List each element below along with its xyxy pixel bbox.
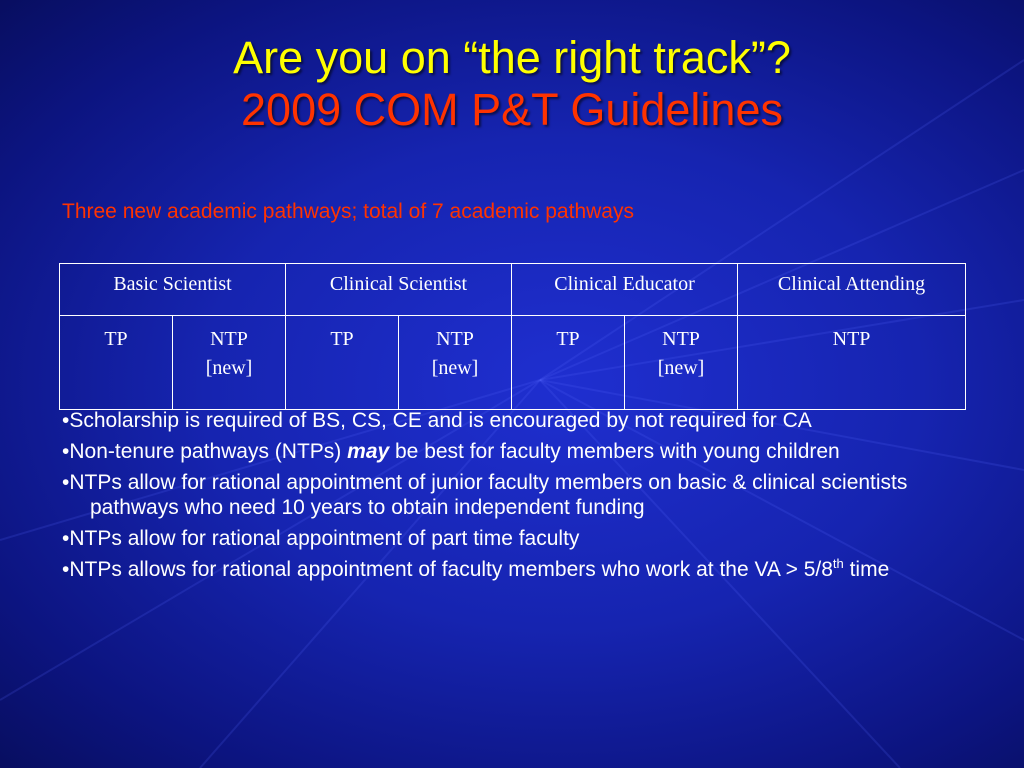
table-header-row [60,264,966,316]
bullet-symbol: • [62,471,70,494]
cell-line1: NTP [436,328,474,350]
header-clinical-attending: Clinical Attending [738,264,966,316]
header-basic-scientist: Basic Scientist [60,264,286,316]
bullet-3-text: NTPs allow for rational appointment of junior faculty members on basic & clinical scientists pathways who need 10 years to obtain independent funding [69,471,908,519]
bullet-1-text: Scholarship is required of BS, CS, CE and is encouraged by not required for CA [69,409,812,432]
cell-line2: [new] [205,357,253,379]
cell-line1: TP [556,328,580,350]
cell-ce-ntp [625,316,738,410]
list-item [62,439,967,464]
slide-title [0,32,1024,136]
cell-ca-ntp [738,316,966,410]
bullet-5-superscript: th [832,556,844,571]
subtitle: Three new academic pathways; total of 7 academic pathways [62,200,634,223]
cell-line2: [new] [431,357,479,379]
cell-cs-tp [286,316,399,410]
cell-ce-tp [512,316,625,410]
bullet-5-post: time [843,558,890,581]
list-item [62,557,967,582]
bullet-list [62,408,967,588]
table-row [60,316,966,410]
bullet-text [62,470,967,520]
bullet-4-text: NTPs allow for rational appointment of part time faculty [69,527,580,550]
bullet-text [62,526,967,551]
cell-line1: TP [104,328,128,350]
title-line-2: 2009 COM P&T Guidelines [241,84,783,135]
bullet-text [62,557,967,582]
bullet-symbol: • [62,558,70,581]
header-clinical-scientist: Clinical Scientist [286,264,512,316]
cell-line1: TP [330,328,354,350]
bullet-2-pre: Non-tenure pathways (NTPs) [69,440,348,463]
bullet-2-post: be best for faculty members with young children [389,440,840,463]
bullet-symbol: • [62,527,70,550]
bullet-symbol: • [62,409,70,432]
cell-bs-ntp [173,316,286,410]
title-line-1: Are you on “the right track”? [233,32,791,83]
header-clinical-educator: Clinical Educator [512,264,738,316]
bullet-text [62,439,967,464]
list-item [62,470,967,520]
bullet-symbol: • [62,440,70,463]
cell-line1: NTP [662,328,700,350]
cell-cs-ntp [399,316,512,410]
cell-line1: NTP [210,328,248,350]
list-item [62,526,967,551]
cell-line1: NTP [832,328,871,350]
cell-bs-tp [60,316,173,410]
bullet-2-emphasis: may [347,440,390,463]
pathways-table [59,263,966,410]
bullet-5-pre: NTPs allows for rational appointment of faculty members who work at the VA > 5/8 [69,558,833,581]
bullet-text [62,408,967,433]
list-item [62,408,967,433]
cell-line2: [new] [657,357,705,379]
